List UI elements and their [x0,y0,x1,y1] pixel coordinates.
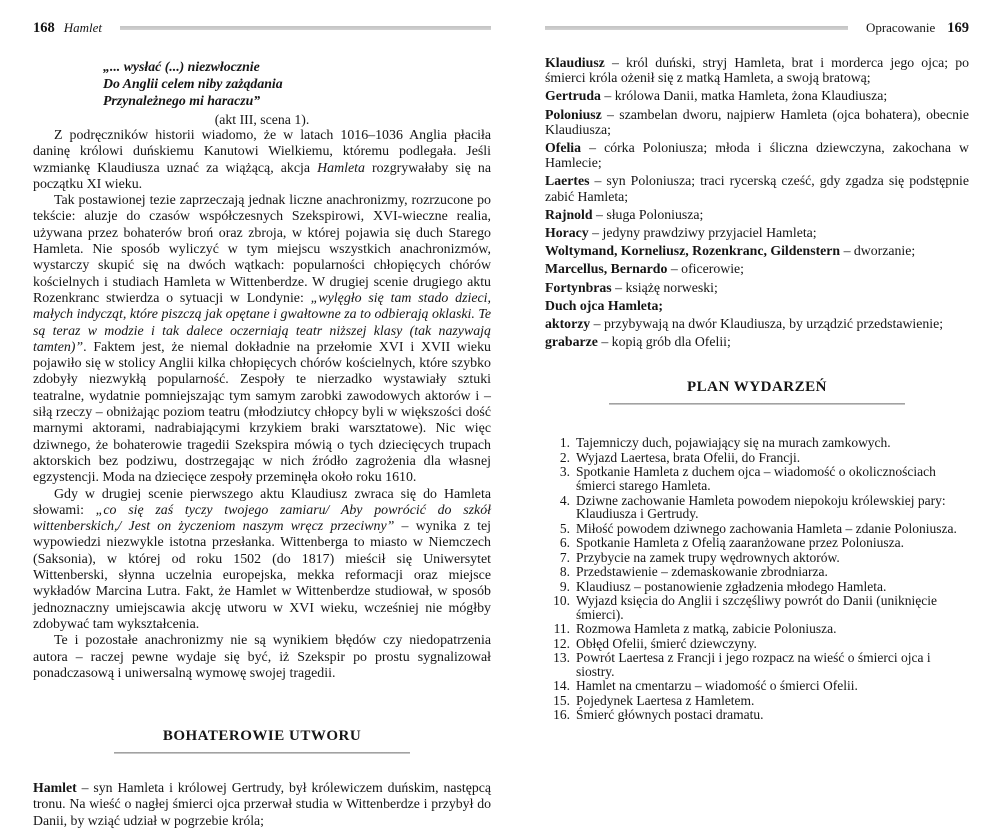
event-item [545,651,969,679]
event-number: 2. [559,449,570,465]
character-entry [545,88,969,103]
text-segment: – wynika z tej wypowiedzi niezwykle istotna przesłanka. Wittenberga to miasto w Niemczech (Saksonia), w której od roku 1502 (do 1817) mieścił się Uniwersytet Wittenberski, słynna uczelnia europejska, mekka reformacji oraz miejsce wykładów Marcina Lutra. Fakt, że Hamlet w Wittenberdze studiował, w sposób jednoznaczny umiejscawia akcję utworu w XVI wieku, wcześniej nie mógłby zdobywać tam wykształcenia. [33,519,491,632]
character-entry [545,140,969,170]
character-entry [545,207,969,222]
event-list [545,436,969,722]
character-name: Gertruda [545,88,601,104]
character-entry [545,316,969,331]
character-name: Woltymand, Korneliusz, Rozenkranc, Gildenstern [545,243,841,259]
page-header-left [33,20,491,36]
character-description: – szambelan dworu, najpierw Hamleta (ojca bohatera), obecnie Klaudiusza; [545,106,970,137]
event-number: 14. [553,678,570,694]
event-text: Wyjazd księcia do Anglii i szczęśliwy powrót do Danii (uniknięcie śmierci). [576,592,937,622]
character-name: Poloniusz [545,106,602,122]
text-segment: Gdy w drugiej scenie pierwszego aktu Klaudiusz zwraca się do Hamleta słowami: [33,486,491,518]
event-text: Dziwne zachowanie Hamleta powodem niepokoju królewskiej pary: Klaudiusza i Gertrudy. [576,492,946,522]
event-number: 10. [553,592,570,608]
character-description: – syn Poloniusza; traci rycerską cześć, gdy zgadza się podstępnie zabić Hamleta; [545,173,969,204]
text-segment-italic: Hamleta [317,160,365,176]
character-entry [545,55,969,85]
character-entry [545,261,969,276]
event-text: Przybycie na zamek trupy wędrownych aktorów. [576,549,840,565]
paragraph [33,487,491,634]
quote-attribution: (akt III, scena 1). [214,112,310,127]
event-number: 9. [559,578,570,594]
section-heading-rule [609,403,905,405]
event-number: 12. [553,635,570,651]
character-name: aktorzy [545,316,591,332]
event-text: Hamlet na cmentarzu – wiadomość o śmierci Ofelii. [576,678,858,694]
event-item [545,637,969,651]
event-text: Rozmowa Hamleta z matką, zabicie Poloniusza. [576,621,837,637]
page-number-right: 169 [947,19,969,36]
paragraph [33,633,491,682]
verse-quote [103,58,491,109]
event-number: 15. [553,692,570,708]
character-description: – książę norweski; [615,279,718,295]
event-number: 4. [559,492,570,508]
header-rule-right [545,26,848,30]
character-description: – syn Hamleta i królowej Gertrudy, był królewiczem duńskim, następcą tronu. Na wieść o nagłej śmierci ojca przerwał studia w Wittenberdze i przybył do Danii, by wziąć udział w pogrzebie króla; [33,780,491,828]
text-segment: Tak postawionej tezie zaprzeczają jednak liczne anachronizmy, rozrzucone po tekście: aluzje do czasów współczesnych Szekspirowi, XVI-wieczne realia, używana przez bohaterów broń oraz zbroja, w której pojawia się duch Starego Hamleta. Nie sposób wyliczyć w tym miejscu wszystkich anachronizmów, wystarczy skupić się na dwóch wątkach: popularności chłopięcych chórów kościelnych i studiach Hamleta w Wittenberdze. W drugiej scenie drugiego aktu Rozenkranc stwierdza o sytuacji w Londynie: [33,193,491,306]
event-item [545,622,969,636]
section-heading-characters: BOHATEROWIE UTWORU [162,728,362,745]
quote-line: Przynależnego mi haraczu” [103,93,261,108]
running-title-right: Opracowanie [865,20,936,35]
character-description: – oficerowie; [670,261,744,277]
character-name: Hamlet [33,780,77,796]
event-text: Przedstawienie – zdemaskowanie zbrodniarza. [576,564,828,580]
character-entry [545,243,969,258]
event-number: 8. [559,564,570,580]
character-description: – jedyny prawdziwy przyjaciel Hamleta; [592,225,817,241]
event-text: Obłęd Ofelii, śmierć dziewczyny. [576,635,757,651]
text-segment-italic: „co się zaś tyczy twojego zamiaru/ Aby powrócić do szkół wittenberskich,/ Jest on życzeniom naszym wręcz przeciwny” [33,502,491,535]
event-number: 3. [559,464,570,480]
character-name: grabarze [545,334,598,350]
character-name: Klaudiusz [545,55,605,70]
event-text: Spotkanie Hamleta z Ofelią zaaranżowane przez Poloniusza. [576,535,904,551]
character-description: – kopią grób dla Ofelii; [601,334,731,350]
character-name: Rajnold [545,206,593,222]
event-number: 11. [553,621,570,637]
character-entry [545,280,969,295]
text-segment: Z podręczników historii wiadomo, że w latach 1016–1036 Anglia płaciła daninę królowi duńskiemu Kanutowi Wielkiemu, któremu podlegała. Jeśli wzmiankę Klaudiusza uznać za wiążącą, akcja [33,128,491,176]
page-number-left: 168 [33,19,55,36]
text-segment: Te i pozostałe anachronizmy nie są wynikiem błędów czy niedopatrzenia autora – raczej pewne wydaje się być, iż Szekspir po prostu sygnalizował ponadczasową i uniwersalną wymowę swojej tragedii. [33,633,491,681]
paragraph [33,128,491,193]
event-number: 1. [559,435,570,451]
character-name: Marcellus, Bernardo [545,261,668,277]
character-name: Horacy [545,225,589,241]
event-number: 5. [559,520,570,536]
quote-line: Do Anglii celem niby zażądania [103,76,283,91]
character-entry [33,780,491,829]
paragraph [33,193,491,486]
event-text: Klaudiusz – postanowienie zgładzenia młodego Hamleta. [576,578,887,594]
event-text: Śmierć głównych postaci dramatu. [576,707,764,723]
event-text: Spotkanie Hamleta z duchem ojca – wiadomość o okolicznościach śmierci starego Hamleta. [576,464,936,494]
character-list [545,55,969,349]
character-description: – sługa Poloniusza; [596,206,704,222]
text-segment: rozgrywałaby się na początku XI wieku. [33,160,491,192]
event-number: 13. [553,650,570,666]
character-description: – król duński, stryj Hamleta, brat i morderca jego ojca; po śmierci króla ożenił się z matką Hamleta, a swoją bratową; [545,55,969,86]
event-text: Wyjazd Laertesa, brata Ofelii, do Francji. [576,449,801,465]
event-item [545,465,969,493]
character-name: Fortynbras [545,279,612,295]
event-text: Tajemniczy duch, pojawiający się na murach zamkowych. [576,435,891,451]
event-item [545,565,969,579]
character-description: – córka Poloniusza; młoda i śliczna dziewczyna, zakochana w Hamlecie; [545,140,969,171]
event-item [545,679,969,693]
character-description: – królowa Danii, matka Hamleta, żona Klaudiusza; [604,88,888,104]
event-item [545,708,969,722]
character-entry [545,334,969,349]
character-entry [545,298,969,313]
event-item [545,522,969,536]
running-title-left: Hamlet [63,20,103,35]
event-item [545,694,969,708]
character-description: – przybywają na dwór Klaudiusza, by urządzić przedstawienie; [593,316,944,332]
text-segment-italic: „wylęgło się tam stado dzieci, małych indycząt, które piszczą jak opętane i gwałtowne za to odbierają oklaski. Te są teraz w modzie i tak dalece oczerniają teatr niższej klasy (tak nazywają tamten)” [33,290,492,355]
character-entry [545,225,969,240]
event-number: 16. [553,707,570,723]
character-name: Duch ojca Hamleta; [545,297,664,313]
character-name: Ofelia [545,140,582,156]
event-item [545,451,969,465]
event-number: 7. [559,549,570,565]
page-header-right [545,20,969,36]
character-description: – dworzanie; [843,243,916,259]
event-text: Miłość powodem dziwnego zachowania Hamleta – zdanie Poloniusza. [576,520,957,536]
section-heading-rule [114,752,410,754]
quote-line: „... wysłać (...) niezwłocznie [103,59,260,74]
page-left [33,20,491,829]
page-right [545,20,969,723]
character-name: Laertes [545,173,590,189]
event-item [545,436,969,450]
section-heading-plan: PLAN WYDARZEŃ [687,379,827,396]
event-item [545,494,969,522]
event-text: Pojedynek Laertesa z Hamletem. [576,692,755,708]
event-item [545,551,969,565]
character-entry [545,173,969,203]
text-segment: . Faktem jest, że niemal dokładnie na przełomie XVI i XVII wieku pojawiło się w stolicy Anglii kilka chłopięcych chórów kościelnych, które szybko zdobyły niezwykłą popularność. Zespoły te nierzadko wystawiały sztuki teatralne, wydatnie pomniejszając tym samym zarobki zawodowych aktorów i – siłą rzeczy – obniżając poziom teatru (młodziutcy chłopcy byli w większości dość marnymi aktorami, nadrabiającymi krzykiem braki warsztatowe). Nic więc dziwnego, że bohaterowie tragedii Szekspira mówią o tych dziecięcych trupach aktorskich bez podziwu, dostrzegając w nich źródło zagrożenia dla własnej egzystencji. Moda na dziecięce zespoły przeminęła około roku 1610. [33,339,491,486]
event-item [545,594,969,622]
event-item [545,536,969,550]
character-entry [545,107,969,137]
header-rule-left [120,26,491,30]
event-text: Powrót Laertesa z Francji i jego rozpacz na wieść o śmierci ojca i siostry. [576,650,931,679]
event-number: 6. [559,535,570,551]
event-item [545,580,969,594]
